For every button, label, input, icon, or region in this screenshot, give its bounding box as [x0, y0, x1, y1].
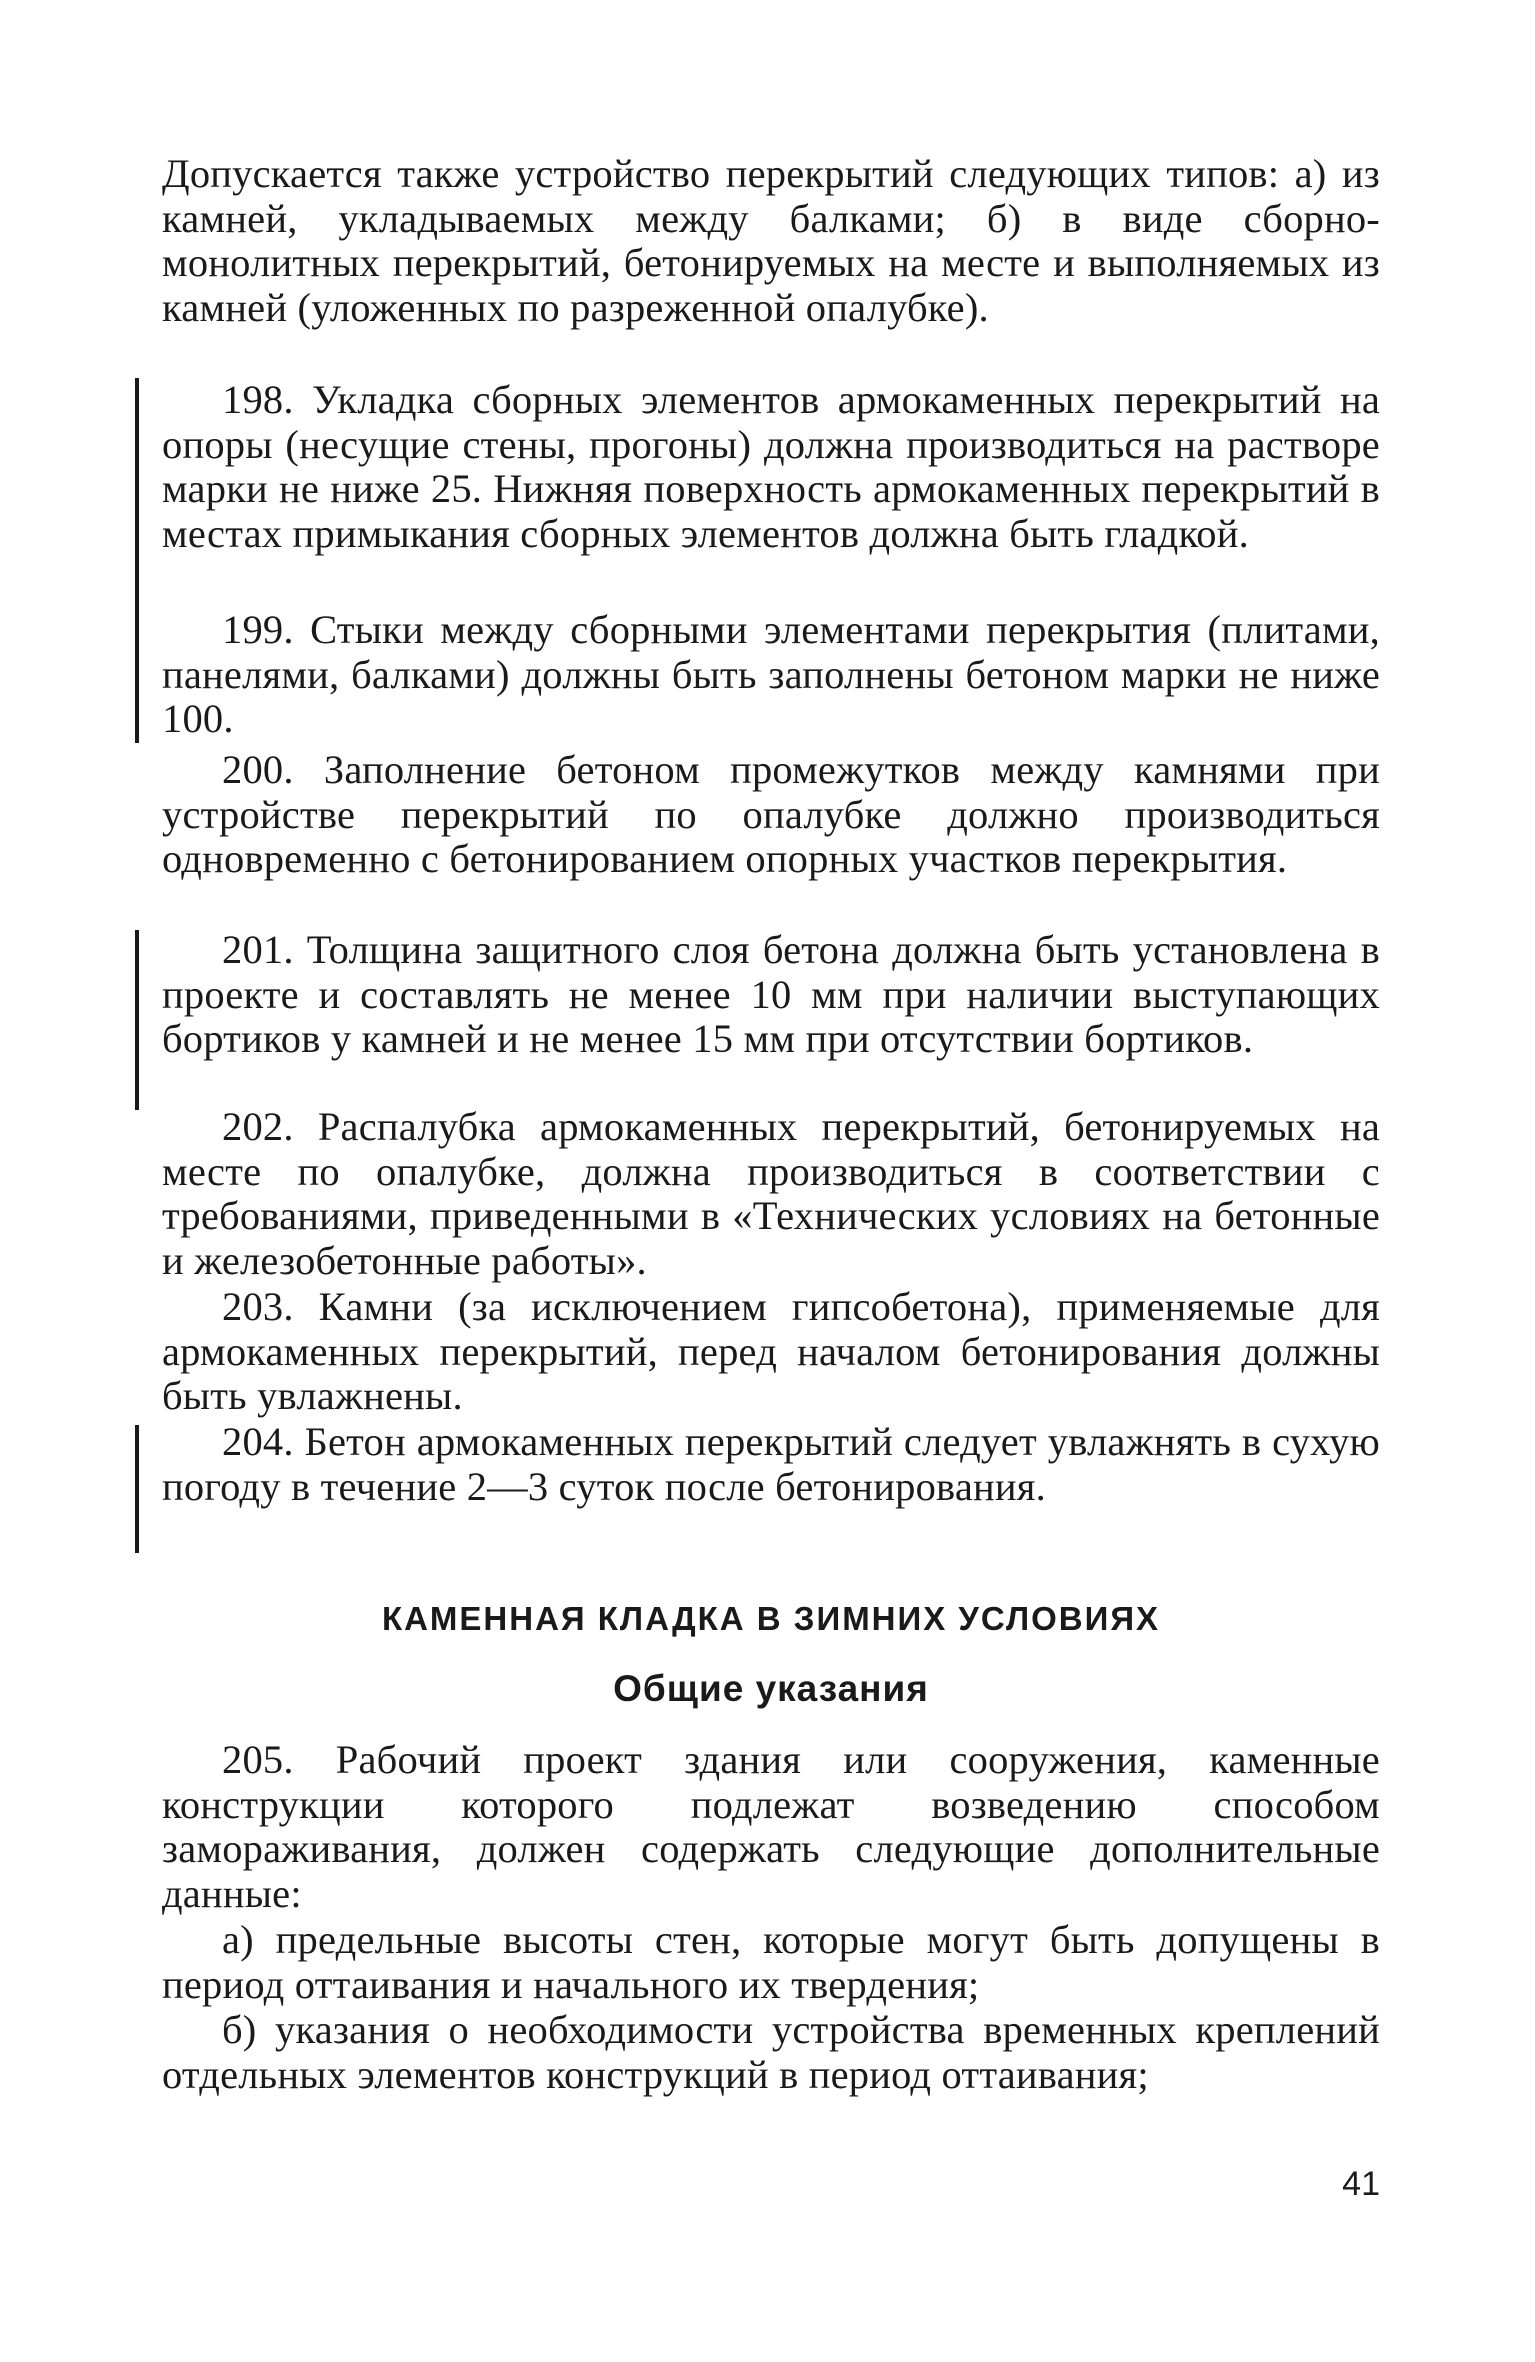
paragraph-200: 200. Заполнение бетоном промежутков между камнями при устройстве перекрытий по опалубке должно производиться одновременно с бетонированием опорных участков перекрытия.	[162, 747, 1380, 881]
paragraph-198: 198. Укладка сборных элементов армокаменных перекрытий на опоры (несущие стены, прогоны) должна производиться на растворе марки не ниже 25. Нижняя поверхность армокаменных перекрытий в местах примыкания сборных элементов должна быть гладкой.	[162, 377, 1380, 556]
paragraph-204: 204. Бетон армокаменных перекрытий следует увлажнять в сухую погоду в течение 2—3 суток после бетонирования.	[162, 1419, 1380, 1509]
section-title: КАМЕННАЯ КЛАДКА В ЗИМНИХ УСЛОВИЯХ	[381, 1600, 1161, 1637]
page-number: 41	[1342, 2165, 1380, 2203]
paragraph-205-a: а) предельные высоты стен, которые могут быть допущены в период оттаивания и начального их твердения;	[162, 1917, 1380, 2007]
paragraph-199: 199. Стыки между сборными элементами перекрытия (плитами, панелями, балками) должны быть заполнены бетоном марки не ниже 100.	[162, 607, 1380, 741]
paragraph-205: 205. Рабочий проект здания или сооружения, каменные конструкции которого подлежат возведению способом замораживания, должен содержать следующие дополнительные данные:	[162, 1737, 1380, 1916]
revision-bar-198	[135, 378, 139, 743]
subsection-title: Общие указания	[613, 1668, 929, 1709]
paragraph-203: 203. Камни (за исключением гипсобетона), применяемые для армокаменных перекрытий, перед началом бетонирования должны быть увлажнены.	[162, 1284, 1380, 1418]
paragraph-205-b: б) указания о необходимости устройства временных креплений отдельных элементов конструкций в период оттаивания;	[162, 2007, 1380, 2097]
revision-bar-204	[135, 1425, 139, 1553]
paragraph-202: 202. Распалубка армокаменных перекрытий, бетонируемых на месте по опалубке, должна производиться в соответствии с требованиями, приведенными в «Технических условиях на бетонные и железобетонные работы».	[162, 1104, 1380, 1283]
paragraph-201: 201. Толщина защитного слоя бетона должна быть установлена в проекте и составлять не менее 10 мм при наличии выступающих бортиков у камней и не менее 15 мм при отсутствии бортиков.	[162, 927, 1380, 1061]
paragraph-intro: Допускается также устройство перекрытий следующих типов: а) из камней, укладываемых между балками; б) в виде сборно-монолитных перекрытий, бетонируемых на месте и выполняемых из камней (уложенных по разреженной опалубке).	[162, 151, 1380, 330]
revision-bar-201	[135, 930, 139, 1110]
